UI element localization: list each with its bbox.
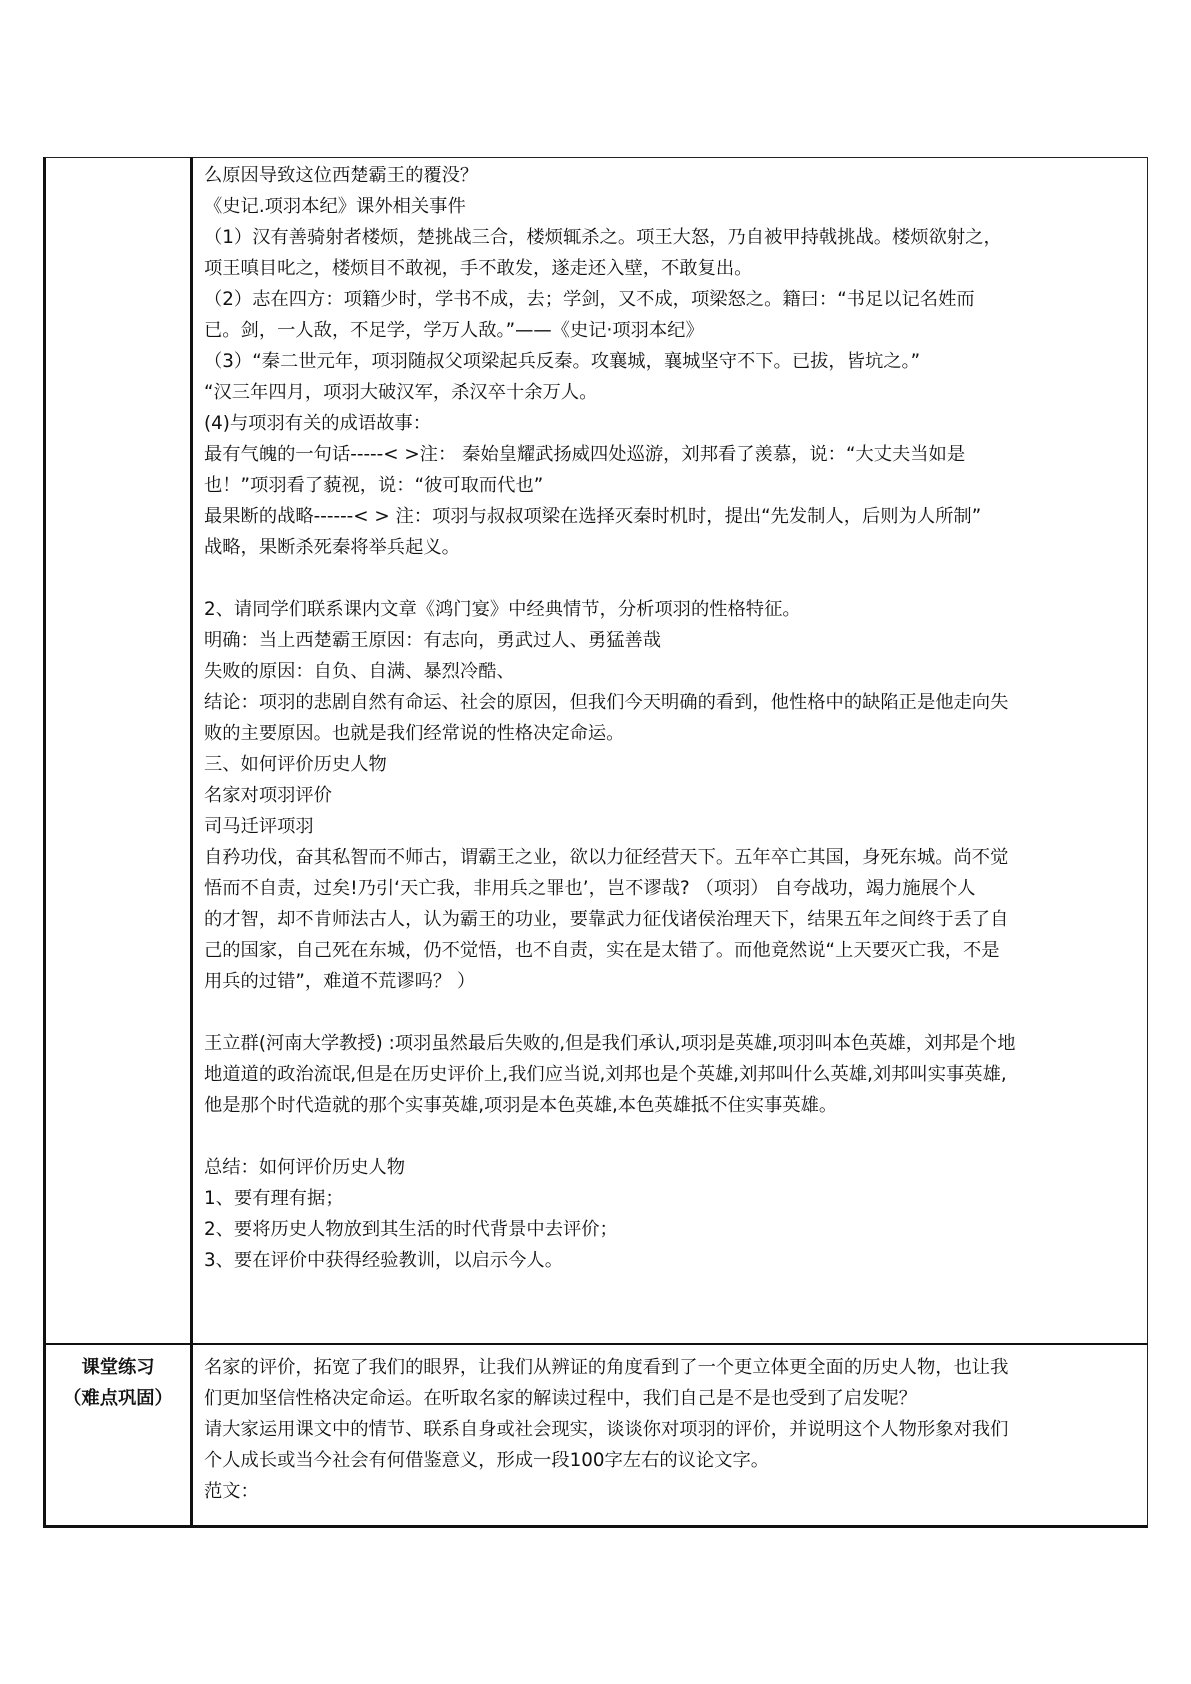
- row-label-title: 课堂练习: [81, 1357, 155, 1378]
- exercise-cell-content: [204, 1352, 1140, 1507]
- text-line: 2、要将历史人物放到其生活的时代背景中去评价；: [204, 1219, 618, 1240]
- upper-cell-content: [204, 160, 1140, 1276]
- text-line: 自矜功伐，奋其私智而不师古，谓霸王之业，欲以力征经营天下。五年卒亡其国，身死东城。尚不觉: [204, 847, 1009, 868]
- text-line: 败的主要原因。也就是我们经常说的性格决定命运。: [204, 723, 625, 744]
- text-line: 范文：: [204, 1481, 259, 1502]
- text-line: 请大家运用课文中的情节、联系自身或社会现实，谈谈你对项羽的评价，并说明这个人物形象对我们: [204, 1419, 1009, 1440]
- text-line: （1）汉有善骑射者楼烦，楚挑战三合，楼烦辄杀之。项王大怒，乃自被甲持戟挑战。楼烦欲射之，: [204, 227, 1002, 248]
- text-line: 己的国家，自己死在东城，仍不觉悟，也不自责，实在是太错了。而他竟然说“上天要灭亡我，不是: [204, 940, 1000, 961]
- text-line: 他是那个时代造就的那个实事英雄,项羽是本色英雄,本色英雄抵不住实事英雄。: [204, 1095, 838, 1116]
- text-line: 用兵的过错”，难道不荒谬吗？ ）: [204, 971, 476, 992]
- text-line: 悟而不自责，过矣!乃引‘天亡我，非用兵之罪也’，岂不谬哉? （项羽） 自夸战功，竭力施展个人: [204, 878, 976, 899]
- text-line: 最有气魄的一句话-----< >注： 秦始皇耀武扬威四处巡游，刘邦看了羡慕，说：“大丈夫当如是: [204, 444, 966, 465]
- text-line: 战略，果断杀死秦将举兵起义。: [204, 537, 460, 558]
- text-line: 也！”项羽看了藐视，说：“彼可取而代也”: [204, 475, 544, 496]
- text-line: 名家对项羽评价: [204, 785, 332, 806]
- text-line: 失败的原因：自负、自满、暴烈冷酷、: [204, 661, 515, 682]
- text-line: 项王嗔目叱之，楼烦目不敢视，手不敢发，遂走还入壁，不敢复出。: [204, 258, 753, 279]
- blank-line: [204, 563, 1140, 594]
- text-line: 结论：项羽的悲剧自然有命运、社会的原因，但我们今天明确的看到，他性格中的缺陷正是他走向失: [204, 692, 1009, 713]
- row-divider: [43, 1343, 1148, 1345]
- row-label-subtitle: （难点巩固）: [63, 1388, 173, 1409]
- text-line: 们更加坚信性格决定命运。在听取名家的解读过程中，我们自己是不是也受到了启发呢？: [204, 1388, 917, 1409]
- text-line: 最果断的战略------< > 注：项羽与叔叔项梁在选择灭秦时机时，提出“先发制人，后则为人所制”: [204, 506, 982, 527]
- text-line: 王立群(河南大学教授) :项羽虽然最后失败的,但是我们承认,项羽是英雄,项羽叫本色英雄，刘邦是个地: [204, 1033, 1016, 1054]
- text-line: 明确：当上西楚霸王原因：有志向，勇武过人、勇猛善哉: [204, 630, 662, 651]
- text-line: 名家的评价，拓宽了我们的眼界，让我们从辨证的角度看到了一个更立体更全面的历史人物，也让我: [204, 1357, 1009, 1378]
- text-line: 《史记.项羽本纪》课外相关事件: [204, 196, 466, 217]
- text-line: 2、请同学们联系课内文章《鸿门宴》中经典情节，分析项羽的性格特征。: [204, 599, 801, 620]
- text-line: 总结：如何评价历史人物: [204, 1157, 406, 1178]
- column-divider: [190, 157, 193, 1528]
- text-line: 3、要在评价中获得经验教训，以启示今人。: [204, 1250, 563, 1271]
- text-line: 么原因导致这位西楚霸王的覆没？: [204, 165, 479, 186]
- text-line: (4)与项羽有关的成语故事：: [204, 413, 431, 434]
- text-line: （2）志在四方：项籍少时，学书不成，去；学剑，又不成，项梁怒之。籍曰：“书足以记名姓而: [204, 289, 975, 310]
- text-line: 地道道的政治流氓,但是在历史评价上,我们应当说,刘邦也是个英雄,刘邦叫什么英雄,刘邦叫实事英雄,: [204, 1064, 1007, 1085]
- text-line: 个人成长或当今社会有何借鉴意义，形成一段100字左右的议论文字。: [204, 1450, 770, 1471]
- blank-line: [204, 997, 1140, 1028]
- row-label: [46, 1352, 190, 1414]
- text-line: “汉三年四月，项羽大破汉军，杀汉卒十余万人。: [204, 382, 598, 403]
- text-line: 的才智，却不肯师法古人，认为霸王的功业，要靠武力征伐诸侯治理天下，结果五年之间终于丢了自: [204, 909, 1009, 930]
- text-line: （3）“秦二世元年，项羽随叔父项梁起兵反秦。攻襄城，襄城坚守不下。已拔，皆坑之。”: [204, 351, 921, 372]
- text-line: 1、要有理有据；: [204, 1188, 344, 1209]
- blank-line: [204, 1121, 1140, 1152]
- section-heading: 三、如何评价历史人物: [204, 754, 387, 775]
- text-line: 已。剑，一人敌，不足学，学万人敌。”——《史记·项羽本纪》: [204, 320, 704, 341]
- text-line: 司马迁评项羽: [204, 816, 314, 837]
